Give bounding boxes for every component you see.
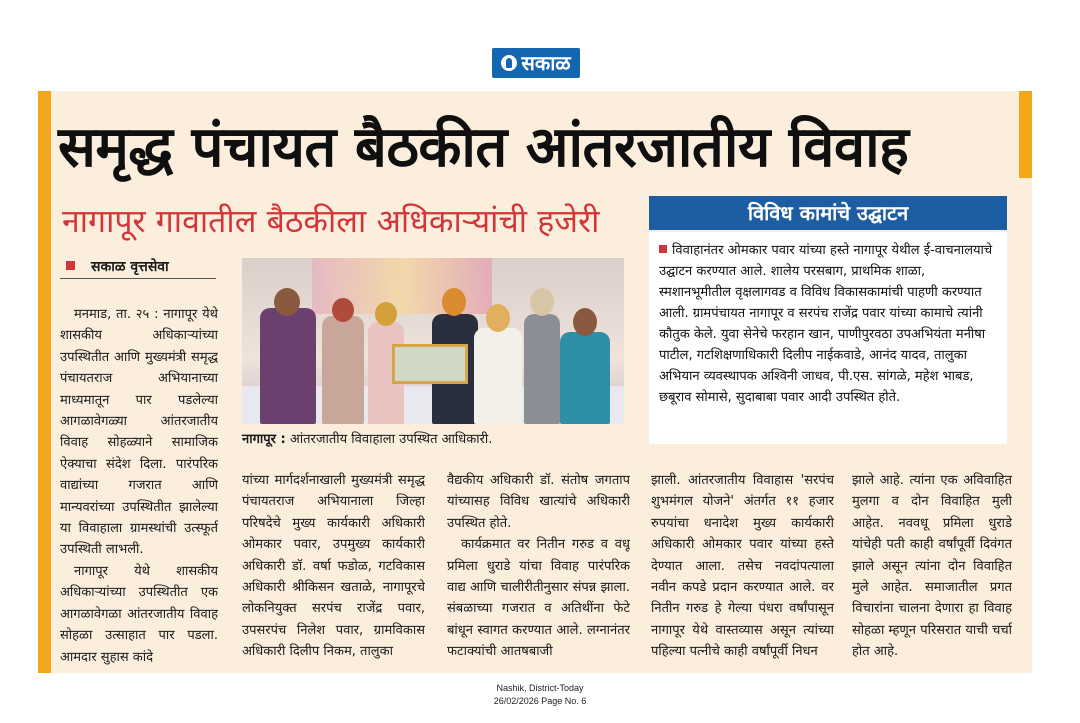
article-column-3 <box>447 470 630 666</box>
sidebar-text: विवाहानंतर ओमकार पवार यांच्या हस्ते नागापूर येथील ई-वाचनालयाचे उद्घाटन करण्यात आले. शालेय परसबाग, प्राथमिक शाळा, स्मशानभूमीतील वृक्षलागवड व विविध विकासकामांची पाहणी करण्यात आली. ग्रामपंचायत नागापूर व सरपंच राजेंद्र पवार यांच्या कामाचे त्यांनी कौतुक केले. युवा सेनेचे फरहान खान, पाणीपुरवठा उपअभियंता मनीषा पाटील, गटशिक्षणाधिकारी दिलीप नाईकवाडे, आनंद यादव, तालुका अभियान व्यवस्थापक अश्विनी जाधव, पी.एस. सांगळे, महेश भाबड, छबूराव सोमासे, सुदाबाबा पवार आदी उपस्थित होते. <box>659 243 993 405</box>
photo-person-head <box>375 302 397 326</box>
headline: समृद्ध पंचायत बैठकीत आंतरजातीय विवाह <box>58 115 909 180</box>
photo-caption <box>242 430 624 450</box>
accent-bar-left <box>38 91 51 673</box>
paragraph: यांच्या मार्गदर्शनाखाली मुख्यमंत्री समृद्ध पंचायतराज अभियानाला जिल्हा परिषदेचे मुख्य कार्यकारी अधिकारी ओमकार पवार, उपमुख्य कार्यकारी अधिकारी डॉ. वर्षा फडोळ, गटविकास अधिकारी श्रीकिसन खताळे, नागापूरचे लोकनियुक्त सरपंच राजेंद्र पवार, उपसरपंच निलेश पवार, ग्रामविकास अधिकारी दिलीप निकम, तालुका <box>242 473 425 660</box>
event-photo <box>242 258 624 424</box>
article-column-4 <box>651 470 834 666</box>
byline-text: सकाळ वृत्तसेवा <box>91 259 169 275</box>
byline <box>60 256 216 279</box>
photo-person <box>524 314 560 424</box>
sidebar-box <box>649 232 1007 444</box>
photo-person <box>260 308 316 424</box>
logo-emblem-icon <box>501 55 517 71</box>
bullet-square-icon <box>66 261 75 270</box>
article-column-5 <box>852 470 1012 666</box>
photo-person-head <box>573 308 597 336</box>
bullet-square-icon <box>659 245 667 253</box>
paragraph: वैद्यकीय अधिकारी डॉ. संतोष जगताप यांच्यासह विविध खात्यांचे अधिकारी उपस्थित होते. <box>447 473 630 531</box>
photo-person-head <box>486 304 510 332</box>
photo-frame-gift <box>392 344 468 384</box>
photo-person-head <box>332 298 354 322</box>
photo-person <box>560 332 610 424</box>
caption-text: आंतरजातीय विवाहाला उपस्थित आधिकारी. <box>285 432 493 447</box>
paragraph: कार्यक्रमात वर नितीन गरुड व वधू प्रमिला धुराडे यांचा विवाह पारंपरिक वाद्य आणि चालीरीतीनुसार संपन्न झाला. संबळाच्या गजरात व अतिथींना फेटे बांधून स्वागत करण्यात आले. लग्नानंतर फटाक्यांची आतषबाजी <box>447 537 630 660</box>
subheadline: नागापूर गावातील बैठकीला अधिकाऱ्यांची हजेरी <box>62 202 600 240</box>
caption-place: नागापूर : <box>242 432 286 447</box>
photo-person-head <box>442 288 466 316</box>
photo-person <box>322 316 364 424</box>
sakal-logo <box>492 48 580 78</box>
sidebar-title: विविध कामांचे उद्घाटन <box>649 196 1007 230</box>
article-column-1 <box>60 304 218 666</box>
photo-person <box>474 328 522 424</box>
paragraph: मनमाड, ता. २५ : नागापूर येथे शासकीय अधिकाऱ्यांच्या उपस्थितीत आणि मुख्यमंत्री समृद्ध पंचायतराज अभियानाच्या माध्यमातून पार पडलेल्या आगळावेगळ्या आंतरजातीय विवाह सोहळ्याने सामाजिक ऐक्याचा संदेश दिला. पारंपरिक वाद्यांच्या गजरात आणि मान्यवरांच्या उपस्थितीत झालेल्या या विवाहाला ग्रामस्थांची उत्स्फूर्त उपस्थिती लाभली. <box>60 307 218 558</box>
footer-date-page: 26/02/2026 Page No. 6 <box>493 696 587 706</box>
photo-person-head <box>530 288 554 316</box>
paragraph: झाली. आंतरजातीय विवाहास 'सरपंच शुभमंगल योजने' अंतर्गत ११ हजार रुपयांचा धनादेश मुख्य कार्यकारी अधिकारी ओमकार पवार यांच्या हस्ते देण्यात आला. तसेच नवदांपत्याला नवीन कपडे प्रदान करण्यात आले. वर नितीन गरुड हे गेल्या पंधरा वर्षांपासून नागापूर येथे वास्तव्यास असून त्यांच्या पहिल्या पत्नीचे काही वर्षांपूर्वी निधन <box>651 473 834 660</box>
footer-edition: Nashik, District-Today <box>496 683 584 693</box>
article-column-2 <box>242 470 425 666</box>
paragraph: नागापूर येथे शासकीय अधिकाऱ्यांच्या उपस्थितीत एक आगळावेगळा आंतरजातीय विवाह सोहळा उत्साहात पार पडला. आमदार सुहास कांदे <box>60 563 218 665</box>
accent-bar-right <box>1019 91 1032 178</box>
page-footer <box>440 682 640 712</box>
photo-person-head <box>274 288 300 316</box>
paragraph: झाले आहे. त्यांना एक अविवाहित मुलगा व दोन विवाहित मुली आहेत. नववधू प्रमिला धुराडे यांचेही पती काही वर्षांपूर्वी दिवंगत झाले असून त्यांना दोन विवाहित मुले आहेत. समाजातील प्रगत विचारांना चालना देणारा हा विवाह सोहळा म्हणून परिसरात याची चर्चा होत आहे. <box>852 473 1012 660</box>
logo-text: सकाळ <box>521 51 571 75</box>
